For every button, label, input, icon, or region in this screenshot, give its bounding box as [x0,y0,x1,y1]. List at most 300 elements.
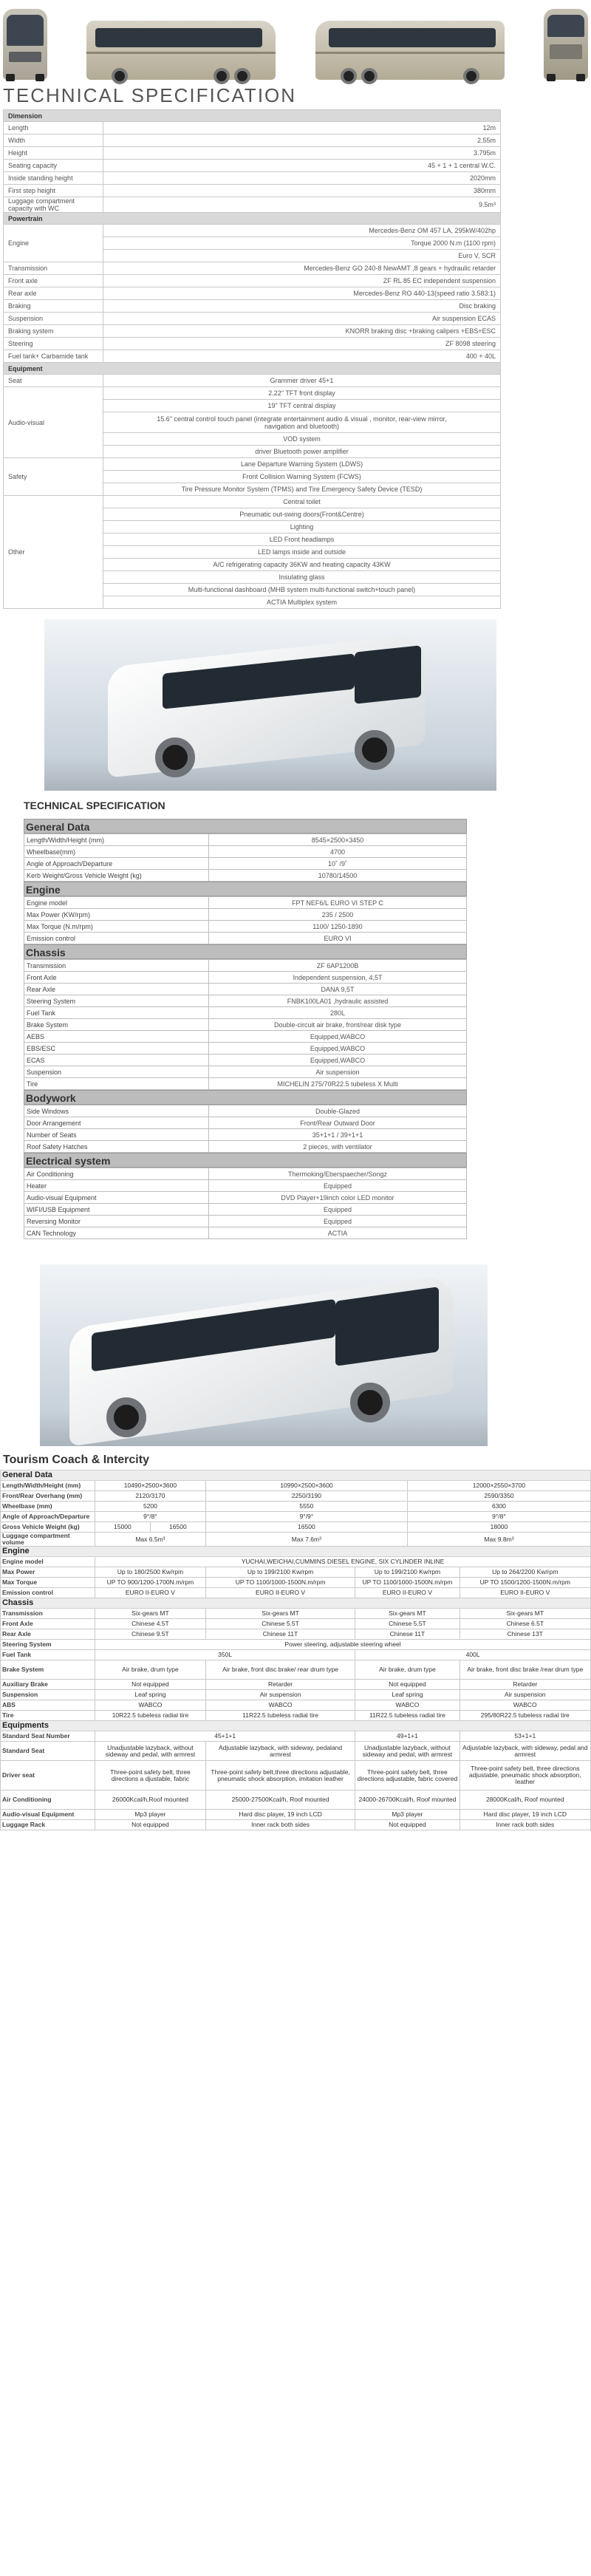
section-header: Electrical system [24,1153,467,1168]
spec-label: CAN Technology [24,1227,209,1239]
spec-row [4,147,501,160]
spec-row [1,1742,591,1761]
spec-value: DVD Player+19inch color LED monitor [209,1192,467,1204]
spec-value: Max 7.6m³ [205,1533,407,1547]
spec-value: 295/80R22.5 tubeless radial tire [460,1711,590,1721]
spec-value: 28000Kcal/h, Roof mounted [460,1790,590,1810]
spec-row [4,172,501,185]
spec-label: Rear Axle [24,984,209,995]
spec-value: 10990×2500×3600 [205,1481,407,1491]
spec-value: DANA 9,5T [209,984,467,995]
spec-value: 10490×2500×3600 [95,1481,206,1491]
spec-label: Tire [1,1711,95,1721]
spec-label: Luggage compartment capacity with WC [4,197,103,213]
spec-value: Unadjustable lazyback, without sideway and pedal, with armrest [95,1742,206,1761]
spec-value: 49+1+1 [355,1731,460,1742]
section-header: General Data [1,1471,591,1481]
spec-value: EURO II-EURO V [205,1588,355,1598]
bus-side-view-image [86,21,276,80]
coach-photo-1 [44,619,496,791]
spec-value: Multi-functional dashboard (MHB system multi-functional switch+touch panel) [103,584,501,596]
spec-value: Equipped,WABCO [209,1043,467,1054]
spec-row [4,275,501,287]
spec-value: Lighting [103,521,501,534]
spec-value: Chinese 4.5T [95,1619,206,1629]
spec-label: Gross Vehicle Weight (kg) [1,1522,95,1533]
spec-value: Chinese 9.5T [95,1629,206,1640]
spec-value: Three-point safety belt,three directions adjustable, pneumatic shock absorption, imitation leather [205,1761,355,1790]
spec-row [4,225,501,237]
spec-value: VOD system [103,433,501,446]
spec-value: Up to 199/2100 Kw/rpm [205,1567,355,1578]
section-header-row [1,1471,591,1481]
spec-label: Fuel Tank [24,1007,209,1019]
spec-row [24,921,467,933]
spec-value: Mp3 player [355,1810,460,1820]
spec-value: 2250/3190 [205,1491,407,1502]
spec-value: 380mm [103,185,501,197]
spec-row [24,1019,467,1031]
spec-row [1,1690,591,1700]
spec-value: A/C refrigerating capacity 36KW and heating capacity 43KW [103,559,501,571]
section-header-row [4,363,501,375]
spec-value: 15.6" central control touch panel (integrate entertainment audio & visual , monitor, rear-view mirror, navigation and bluetooth) [103,412,501,433]
spec-row [1,1619,591,1629]
spec-value: YUCHAI,WEICHAI,CUMMINS DIESEL ENGINE, SIX CYLINDER INLINE [95,1557,591,1567]
spec-label: Luggage Rack [1,1820,95,1830]
spec-row [24,1031,467,1043]
spec-value: FPT NEF6/L EURO VI STEP C [209,897,467,909]
spec-row [24,1192,467,1204]
spec-value: MICHELIN 275/70R22.5 tubeless X Multi [209,1078,467,1090]
spec-row [1,1481,591,1491]
spec-value: 45 + 1 + 1 central W.C. [103,160,501,172]
spec3-title: Tourism Coach & Intercity [3,1454,149,1466]
spec-label: Steering System [24,995,209,1007]
spec-label: Transmission [4,262,103,275]
spec-value: 26000Kcal/h,Roof mounted [95,1790,206,1810]
spec-value: Central toilet [103,496,501,508]
spec-row [24,1117,467,1129]
spec-value: 12m [103,122,501,134]
spec-row [1,1629,591,1640]
spec-row [24,1129,467,1141]
spec-value: Leaf spring [355,1690,460,1700]
spec-value: Air brake, front disc brake/ rear drum type [205,1660,355,1680]
spec-value: Chinese 5.5T [355,1619,460,1629]
spec-label: Tire [24,1078,209,1090]
spec-value: Air suspension [460,1690,590,1700]
spec-value: driver Bluetooth power amplifier [103,446,501,458]
spec-label: Driver seat [1,1761,95,1790]
spec-value: 2.55m [103,134,501,147]
spec-value: Air brake, front disc brake /rear drum type [460,1660,590,1680]
spec-value: 5200 [95,1502,206,1512]
spec-value: 2120/3170 [95,1491,206,1502]
spec-label: Engine model [24,897,209,909]
spec-label: Number of Seats [24,1129,209,1141]
spec-value: 9.5m³ [103,197,501,213]
spec-value: Max 6.5m³ [95,1533,206,1547]
spec-value: Air suspension ECAS [103,313,501,325]
spec-value: Unadjustable lazyback, without sideway and pedal, with armrest [355,1742,460,1761]
spec-row [1,1578,591,1588]
spec-row [4,313,501,325]
section-header: Bodywork [24,1090,467,1105]
spec-value: ZF 6AP1200B [209,960,467,972]
spec-label: Suspension [1,1690,95,1700]
spec-value: WABCO [95,1700,206,1711]
spec-value: Tire Pressure Monitor System (TPMS) and Tire Emergency Safety Device (TESD) [103,483,501,496]
spec-label: Kerb Weight/Gross Vehicle Weight (kg) [24,870,209,882]
spec-label: Emission control [1,1588,95,1598]
spec-block-3 [0,1446,591,1830]
spec-value: EURO II-EURO V [460,1588,590,1598]
spec-value: KNORR braking disc +braking calipers +EBS+ESC [103,325,501,338]
spec-value: Not equipped [355,1820,460,1830]
spec-row [1,1810,591,1820]
spec-value: 16500 [205,1522,407,1533]
spec-value: ZF RL 85 EC independent suspension [103,275,501,287]
spec-value: Equipped [209,1216,467,1227]
spec-value: 35+1+1 / 39+1+1 [209,1129,467,1141]
spec-value: Six-gears MT [95,1609,206,1619]
spec-value: Lane Departure Warning System (LDWS) [103,458,501,471]
spec-value: Adjustable lazyback, with sideway, pedaland armrest [205,1742,355,1761]
spec-label: Front Axle [24,972,209,984]
spec-row [4,160,501,172]
spec-value: WABCO [355,1700,460,1711]
spec-label: Standard Seat [1,1742,95,1761]
spec-value: Mp3 player [95,1810,206,1820]
spec-row [4,496,501,508]
spec-label: Luggage compartment volume [1,1533,95,1547]
spec-value: Hard disc player, 19 inch LCD [205,1810,355,1820]
spec-label: Length/Width/Height (mm) [1,1481,95,1491]
spec-label: Audio-visual [4,387,103,458]
spec-label: AEBS [24,1031,209,1043]
spec-label: Max Torque (N.m/rpm) [24,921,209,933]
spec-label: Engine model [1,1557,95,1567]
spec-value: 4700 [209,846,467,858]
spec-value: Mercedes-Benz RO 440-13(speed ratio 3.583:1) [103,287,501,300]
spec-value: Euro V, SCR [103,250,501,262]
spec-label: Front Axle [1,1619,95,1629]
spec-value: Chinese 13T [460,1629,590,1640]
spec-label: Seat [4,375,103,387]
spec-value: Air brake, drum type [355,1660,460,1680]
spec-label: Front/Rear Overhang (mm) [1,1491,95,1502]
spec-value: 3.795m [103,147,501,160]
spec-value: 9°/8° [407,1512,590,1522]
spec-row [1,1680,591,1690]
spec-label: Other [4,496,103,609]
spec-row [4,300,501,313]
section-header: Engine [24,882,467,896]
spec-value: UP TO 1500/1200-1500N.m/rpm [460,1578,590,1588]
spec-value: EURO II-EURO V [355,1588,460,1598]
spec-row [4,197,501,213]
spec-label: Standard Seat Number [1,1731,95,1742]
spec-value: Double-Glazed [209,1105,467,1117]
section-header: Equipments [1,1721,591,1731]
spec-value: Six-gears MT [460,1609,590,1619]
spec-table [24,959,467,1090]
spec-value: EURO VI [209,933,467,944]
spec-value: Mercedes-Benz OM 457 LA, 295kW/402hp [103,225,501,237]
spec-label: Audio-visual Equipment [24,1192,209,1204]
spec-value: 24000-26700Kcal/h, Roof mounted [355,1790,460,1810]
spec-label: Rear axle [4,287,103,300]
spec-row [24,1180,467,1192]
spec-label: Width [4,134,103,147]
spec-value: 400 + 40L [103,350,501,363]
spec-value: Pneumatic out-swing doors(Front&Centre) [103,508,501,521]
spec-value: Air suspension [209,1066,467,1078]
spec-label: Air Conditioning [1,1790,95,1810]
spec-row [24,858,467,870]
section-header-row [1,1547,591,1557]
spec-value: Grammer driver 45+1 [103,375,501,387]
spec-label: Side Windows [24,1105,209,1117]
spec-row [1,1711,591,1721]
spec-table [24,1168,467,1239]
spec-value: Retarder [460,1680,590,1690]
spec-value: UP TO 900/1200-1700N.m/rpm [95,1578,206,1588]
spec-label: Brake System [24,1019,209,1031]
section-header: Chassis [1,1598,591,1609]
spec-row [24,897,467,909]
spec-value: Independent suspension, 4,5T [209,972,467,984]
spec-row [1,1502,591,1512]
spec-row [1,1731,591,1742]
spec-value: 350L [95,1650,355,1660]
spec-row [24,995,467,1007]
spec-value: Thermoking/Eberspaecher/Songz [209,1168,467,1180]
spec-value: 235 / 2500 [209,909,467,921]
spec-row [24,972,467,984]
spec-label: Emission control [24,933,209,944]
spec-value: Up to 264/2200 Kw/rpm [460,1567,590,1578]
spec-value: 10780/14500 [209,870,467,882]
spec-value: Six-gears MT [205,1609,355,1619]
spec-label: Fuel Tank [1,1650,95,1660]
spec-label: Heater [24,1180,209,1192]
spec-row [1,1522,591,1533]
spec-value: FNBK100LA01 ,hydraulic assisted [209,995,467,1007]
section-header: Dimension [4,110,501,122]
spec-value: Front/Rear Outward Door [209,1117,467,1129]
spec-value: Air brake, drum type [95,1660,206,1680]
spec-value: ACTIA [209,1227,467,1239]
spec-label: Max Power (KW/rpm) [24,909,209,921]
spec-label: Roof Safety Hatches [24,1141,209,1153]
spec-row [24,1216,467,1227]
spec-row [24,1168,467,1180]
spec-value: 1100/ 1250-1890 [209,921,467,933]
spec-table [24,1105,467,1153]
section-header-row [1,1721,591,1731]
spec-row [24,1105,467,1117]
spec-value: 11R22.5 tubeless radial tire [205,1711,355,1721]
spec-value: 400L [355,1650,591,1660]
spec-value: Chinese 11T [205,1629,355,1640]
spec-value: 15000 [95,1522,151,1533]
spec-row [24,984,467,995]
spec-row [4,325,501,338]
spec-row [4,287,501,300]
spec-row [4,262,501,275]
spec-value: LED Front headlamps [103,534,501,546]
spec-row [1,1640,591,1650]
spec-label: WIFI/USB Equipment [24,1204,209,1216]
spec-row [4,338,501,350]
section-header: General Data [24,819,467,834]
spec-row [24,834,467,846]
bus-front-view-image [3,9,47,80]
spec-row [1,1820,591,1830]
spec-value: 12000×2550×3700 [407,1481,590,1491]
bus-views-strip [0,0,591,83]
spec-row [1,1512,591,1522]
spec-value: Equipped [209,1204,467,1216]
spec-value: 280L [209,1007,467,1019]
spec-value: UP TO 1100/1000-1500N.m/rpm [205,1578,355,1588]
spec-row [24,1054,467,1066]
spec-value: 11R22.5 tubeless radial tire [355,1711,460,1721]
spec-value: Three-point safety belt, three directions a djustable, fabric [95,1761,206,1790]
coach-photo-2 [40,1264,488,1446]
spec-label: Length [4,122,103,134]
spec-label: ABS [1,1700,95,1711]
spec-label: Steering System [1,1640,95,1650]
spec-label: Angle of Approach/Departure [24,858,209,870]
spec-label: Safety [4,458,103,496]
spec-label: Wheelbase(mm) [24,846,209,858]
spec-value: 2.22" TFT front display [103,387,501,400]
spec-value: ACTIA Multiplex system [103,596,501,609]
spec-label: Engine [4,225,103,262]
spec-value: 53+1+1 [460,1731,590,1742]
section-header-row [4,213,501,225]
spec-value: Inner rack both sides [460,1820,590,1830]
section-header: Chassis [24,944,467,959]
spec-value: Equipped,WABCO [209,1031,467,1043]
spec-value: 16500 [150,1522,205,1533]
spec-table [24,896,467,944]
spec-label: Audio-visual Equipment [1,1810,95,1820]
section-header-row [4,110,501,122]
spec-row [1,1567,591,1578]
spec-label: Door Arrangement [24,1117,209,1129]
spec-row [24,960,467,972]
spec-row [24,1066,467,1078]
spec-value: Leaf spring [95,1690,206,1700]
spec-value: WABCO [205,1700,355,1711]
spec-label: Air Conditioning [24,1168,209,1180]
spec-row [4,350,501,363]
spec-value: Max 9.8m³ [407,1533,590,1547]
spec-value: EURO II-EURO V [95,1588,206,1598]
spec-value: Double-circuit air brake, front/rear disk type [209,1019,467,1031]
spec-label: Transmission [1,1609,95,1619]
spec-row [24,1078,467,1090]
spec-value: 19" TFT central display [103,400,501,412]
spec-value: ZF 8098 steering [103,338,501,350]
spec-row [24,1141,467,1153]
bus-rear-view-image [544,9,588,80]
spec-value: Adjustable lazyback, with sideway, pedal and armrest [460,1742,590,1761]
spec-value: 5550 [205,1502,407,1512]
spec-value: Up to 180/2500 Kw/rpm [95,1567,206,1578]
spec-value: 10˚ /9˚ [209,858,467,870]
spec-row [4,134,501,147]
spec-value: Not equipped [95,1820,206,1830]
spec-row [1,1609,591,1619]
section-header: Equipment [4,363,501,375]
spec-label: First step height [4,185,103,197]
spec-row [24,1043,467,1054]
spec-label: Height [4,147,103,160]
spec-value: Not equipped [95,1680,206,1690]
spec-value: UP TO 1100/1000-1500N.m/rpm [355,1578,460,1588]
bus-side-view-image-2 [315,21,505,80]
spec-label: Length/Width/Height (mm) [24,834,209,846]
spec-row [4,185,501,197]
spec-value: 2590/3350 [407,1491,590,1502]
spec-label: Inside standing height [4,172,103,185]
spec-table [24,834,467,882]
spec-value: Up to 199/2100 Kw/rpm [355,1567,460,1578]
spec-label: Seating capacity [4,160,103,172]
spec-row [24,933,467,944]
spec-label: Fuel tank+ Carbamide tank [4,350,103,363]
spec2-title: TECHNICAL SPECIFICATION [24,800,165,811]
spec-label: Brake System [1,1660,95,1680]
spec-table-1 [3,109,501,609]
spec-value: 2 pieces, with ventilator [209,1141,467,1153]
section-header-row [1,1598,591,1609]
spec-row [4,458,501,471]
spec-label: Front axle [4,275,103,287]
spec-row [4,122,501,134]
spec-value: Mercedes-Benz GO 240-8 NewAMT ,8 gears + hydraulic retarder [103,262,501,275]
spec-row [24,1204,467,1216]
spec-row [1,1588,591,1598]
spec-label: Angle of Approach/Departure [1,1512,95,1522]
spec-value: 10R22.5 tubeless radial tire [95,1711,206,1721]
spec-label: Transmission [24,960,209,972]
spec-value: Air suspension [205,1690,355,1700]
spec-label: Suspension [4,313,103,325]
spec-value: Front Collision Warning System (FCWS) [103,471,501,483]
spec-row [1,1700,591,1711]
spec-value: Retarder [205,1680,355,1690]
spec-value: 25000-27500Kcal/h, Roof mounted [205,1790,355,1810]
spec-row [1,1650,591,1660]
spec-value: Insulating glass [103,571,501,584]
spec-value: LED lamps inside and outside [103,546,501,559]
spec-value: 8545×2500×3450 [209,834,467,846]
spec-label: Auxiliary Brake [1,1680,95,1690]
spec-row [24,1007,467,1019]
spec-row [1,1790,591,1810]
spec-value: 9°/9° [205,1512,407,1522]
spec-label: Max Torque [1,1578,95,1588]
spec-value: 45+1+1 [95,1731,355,1742]
spec-block-2 [24,791,467,1239]
spec-label: Braking system [4,325,103,338]
